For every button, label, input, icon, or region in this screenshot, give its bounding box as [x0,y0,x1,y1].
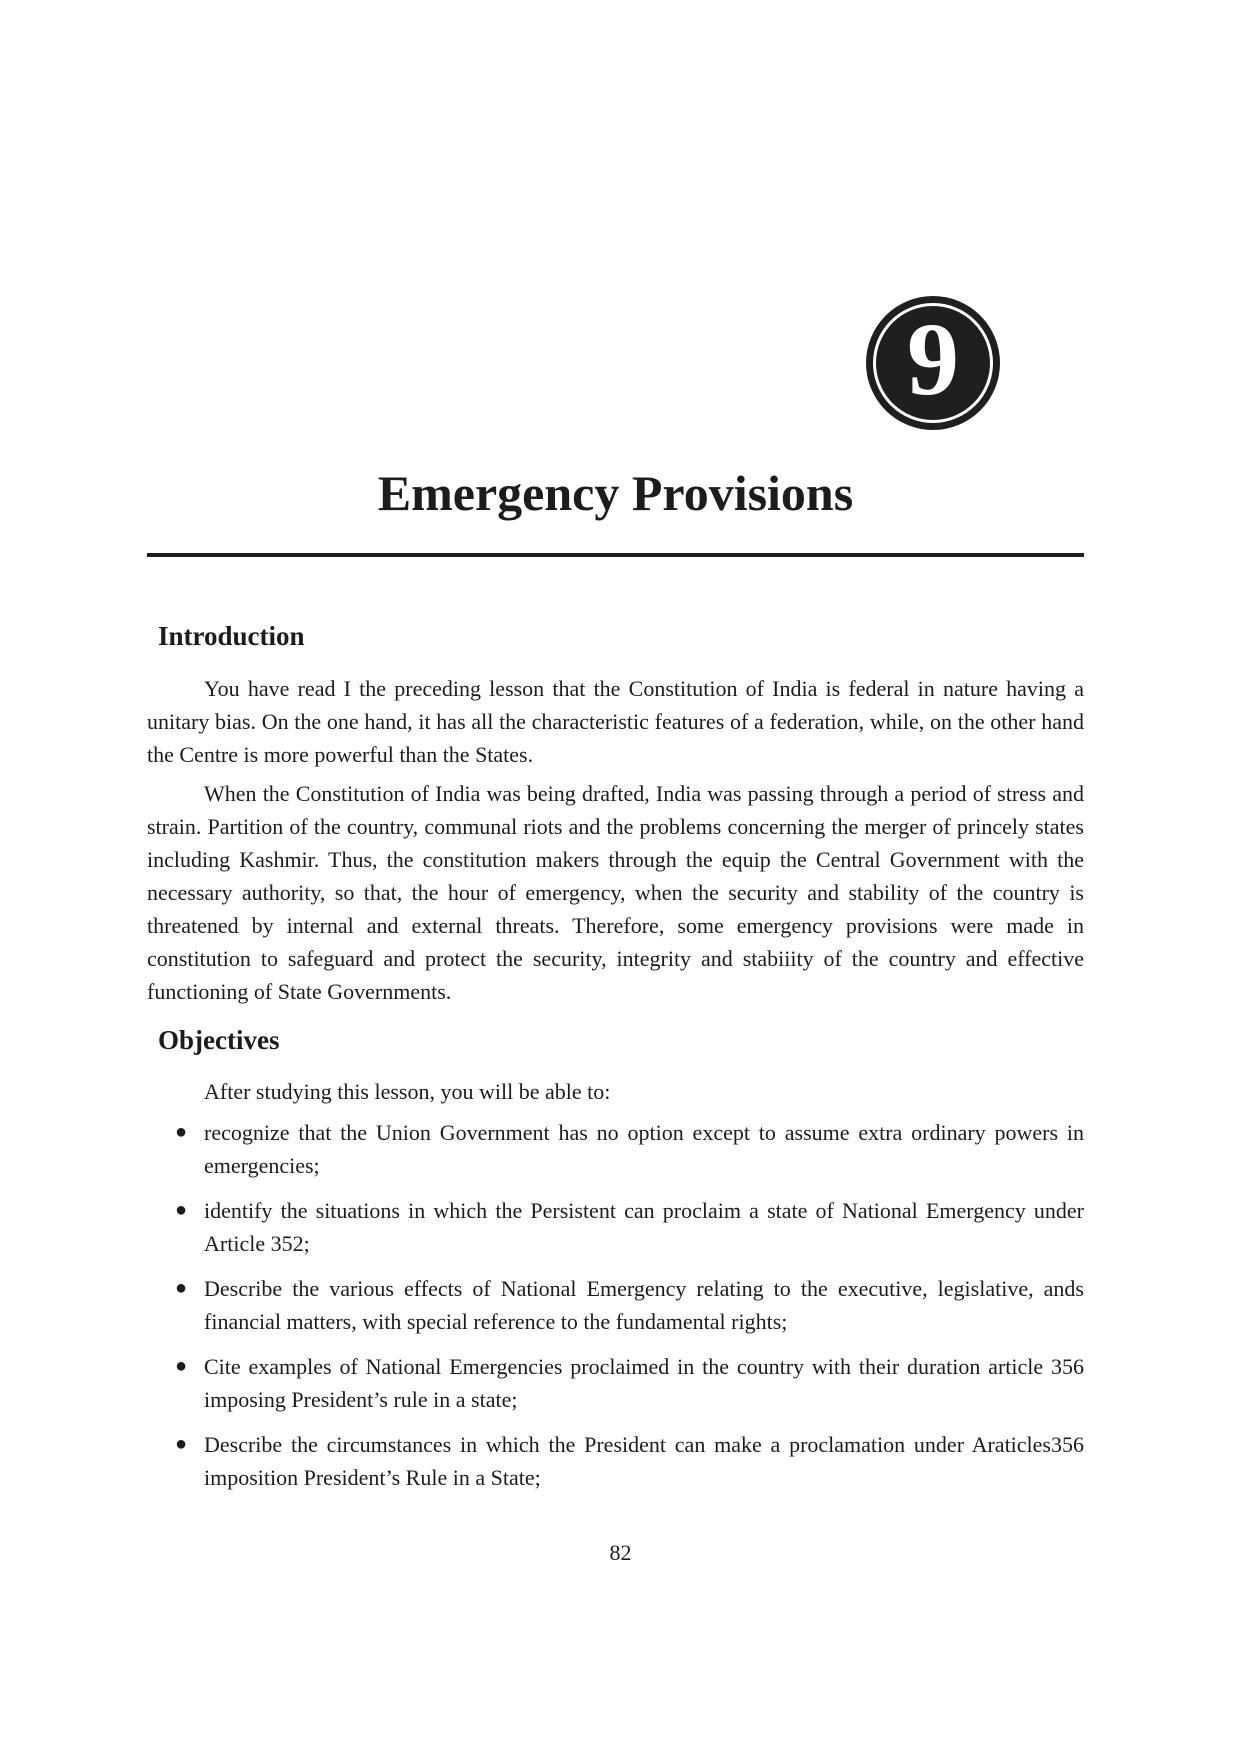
title-divider [147,553,1084,557]
objective-item [147,1350,1084,1416]
bullet-icon: ● [175,1433,188,1455]
objective-item [147,1116,1084,1182]
objective-text: Describe the circumstances in which the President can make a proclamation under Araticles356 imposition President’s Rule in a State; [204,1432,1084,1490]
objective-item [147,1428,1084,1494]
bullet-icon: ● [175,1355,188,1377]
badge-ring [873,303,993,423]
bullet-icon: ● [175,1277,188,1299]
introduction-heading: Introduction [158,621,305,651]
objectives-lead: After studying this lesson, you will be able to: [204,1079,611,1104]
objective-text: Cite examples of National Emergencies proclaimed in the country with their duration article 356 imposing President’s rule in a state; [204,1354,1084,1412]
objective-text: Describe the various effects of National Emergency relating to the executive, legislative, ands financial matters, with special reference to the fundamental rights; [204,1276,1084,1334]
bullet-icon: ● [175,1121,188,1143]
bullet-icon: ● [175,1199,188,1221]
objective-item [147,1272,1084,1338]
chapter-number-badge [866,296,1000,430]
chapter-number: 9 [907,302,959,417]
introduction-paragraph-1: You have read I the preceding lesson that the Constitution of India is federal in nature having a unitary bias. On the one hand, it has all the characteristic features of a federation, while, on the other hand the Centre is more powerful than the States. [147,676,1084,767]
page-title: Emergency Provisions [377,465,854,521]
main-content [147,618,1084,1506]
objective-text: recognize that the Union Government has no option except to assume extra ordinary powers in emergencies; [204,1120,1084,1178]
introduction-paragraph-2: When the Constitution of India was being drafted, India was passing through a period of stress and strain. Partition of the country, communal riots and the problems concerning the merger of princely states including Kashmir. Thus, the constitution makers through the equip the Central Government with the necessary authority, so that, the hour of emergency, when the security and stability of the country is threatened by internal and external threats. Therefore, some emergency provisions were made in constitution to safeguard and protect the security, integrity and stabiiity of the country and effective functioning of State Governments. [147,781,1084,1004]
objective-text: identify the situations in which the Persistent can proclaim a state of National Emergency under Article 352; [204,1198,1084,1256]
objective-item [147,1194,1084,1260]
objectives-heading: Objectives [158,1025,280,1055]
page-number: 82 [609,1540,632,1565]
objectives-list [147,1116,1084,1494]
